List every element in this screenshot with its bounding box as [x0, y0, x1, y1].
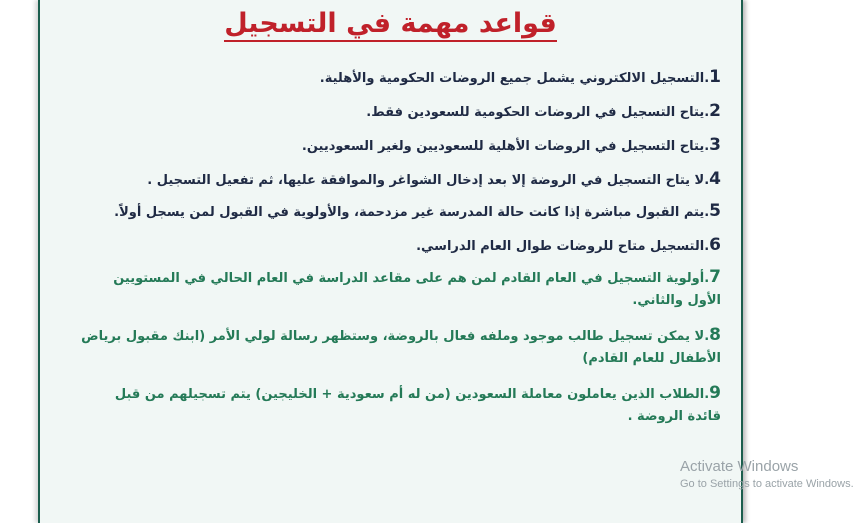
rule-text: .يتاح التسجيل في الروضات الأهلية للسعوديين ولغير السعوديين.: [301, 139, 710, 154]
rule-text: .التسجيل متاح للروضات طوال العام الدراسي.: [416, 239, 710, 254]
rule-text: .يتاح التسجيل في الروضات الحكومية للسعودين فقط.: [366, 105, 710, 120]
watermark-line-2: Go to Settings to activate Windows.: [680, 478, 854, 490]
rule-number: 2: [709, 101, 721, 121]
rule-number: 4: [709, 169, 721, 189]
rule-item: [81, 200, 721, 234]
rules-list: [81, 66, 721, 430]
watermark-line-1: Activate Windows: [680, 458, 799, 475]
rule-item: [81, 100, 721, 134]
rules-card: [38, 0, 743, 523]
rule-text: .يتم القبول مباشرة إذا كانت حالة المدرسة غير مزدحمة، والأولوية في القبول لمن يسجل أولاً.: [114, 205, 710, 220]
rule-number: 1: [709, 67, 721, 87]
rule-text: .الطلاب الذين يعاملون معاملة السعودين (من له أم سعودية + الخليجين) يتم تسجيلهم من قبل قائدة الروضة .: [114, 387, 721, 424]
rule-item: [81, 134, 721, 168]
rule-item: [81, 66, 721, 100]
rule-text: .لا يتاح التسجيل في الروضة إلا بعد إدخال الشواغر والموافقة عليها، ثم تفعيل التسجيل .: [147, 173, 710, 188]
rule-text: .أولوية التسجيل في العام القادم لمن هم على مقاعد الدراسة في العام الحالي في المستويين الأول والثاني.: [113, 271, 721, 308]
rule-item: [81, 234, 721, 266]
activation-watermark: [680, 458, 854, 492]
rule-item: [81, 266, 721, 324]
rule-text: .لا يمكن تسجيل طالب موجود وملفه فعال بالروضة، وستظهر رسالة لولي الأمر (ابنك مقبول برياض الأطفال للعام القادم): [81, 329, 721, 366]
rule-number: 3: [709, 135, 721, 155]
rule-number: 5: [709, 201, 721, 221]
rule-number: 7: [709, 267, 721, 287]
page-title: [40, 4, 741, 44]
rule-number: 6: [709, 235, 721, 255]
rule-item: [81, 324, 721, 382]
rule-item: [81, 168, 721, 200]
rule-text: .التسجيل الالكتروني يشمل جميع الروضات الحكومية والأهلية.: [319, 71, 710, 86]
rule-item: [81, 382, 721, 430]
title-text: قواعد مهمة في التسجيل: [224, 8, 557, 42]
rule-number: 8: [709, 325, 721, 345]
rule-number: 9: [709, 383, 721, 403]
